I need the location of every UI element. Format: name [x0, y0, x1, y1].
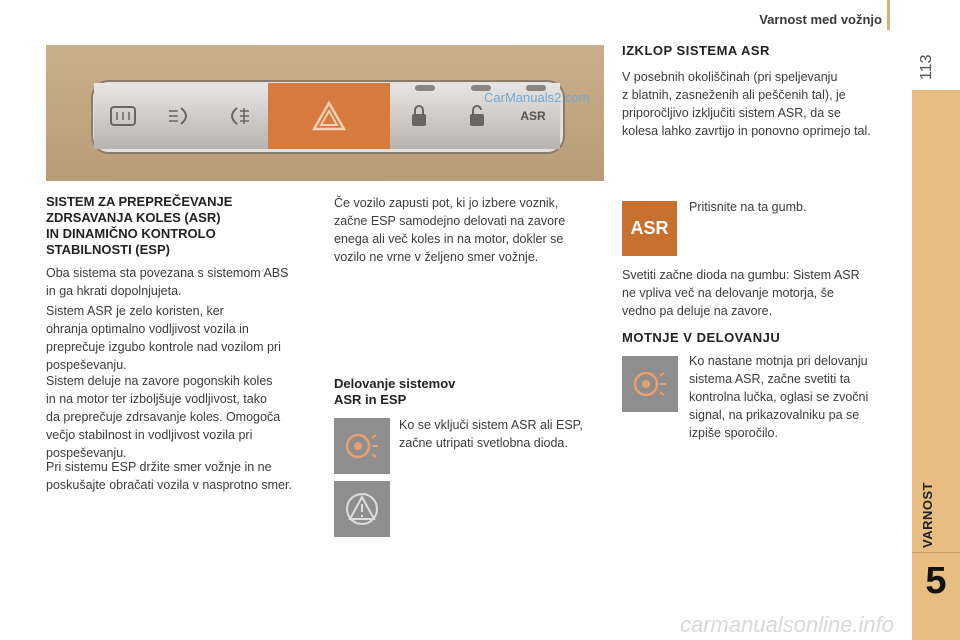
- triangle-warning-icon: [342, 491, 382, 527]
- malfunction-warning-light: [622, 356, 678, 412]
- header-divider: [887, 0, 890, 30]
- front-fog-button: [152, 83, 211, 149]
- hazard-icon: [311, 100, 347, 132]
- lock-icon: [409, 104, 429, 128]
- paragraph-malfunction: Ko nastane motnja pri delovanju sistema ASR, začne svetiti ta kontrolna lučka, oglasi se zvočni signal, na prikazovalniku pa se izpiše sporočilo.: [689, 354, 869, 440]
- chapter-number: 5: [925, 560, 947, 602]
- esp-warning-light: [334, 481, 390, 537]
- watermark-bottom: carmanualsonline.info: [680, 612, 895, 637]
- unlock-icon: [467, 104, 487, 128]
- lock-button: [390, 83, 449, 149]
- section-label: VARNOST: [920, 481, 935, 548]
- watermark-top: CarManuals2.com: [484, 90, 590, 105]
- paragraph-asr-off: V posebnih okoliščinah (pri speljevanju z blatnih, zasneženih ali peščenih tal), je priporočljivo izključiti sistem ASR, da se kolesa lahko zavrtijo in ponovno oprimejo tal.: [622, 70, 871, 138]
- page-number: 113: [918, 54, 935, 80]
- paragraph-esp-warning: Pri sistemu ESP držite smer vožnje in ne poskušajte obračati vozila v nasprotno smer.: [46, 460, 292, 492]
- section-side-tab: [912, 90, 960, 640]
- led-indicator: [415, 85, 435, 91]
- operation-subtitle: Delovanje sistemov ASR in ESP: [334, 376, 456, 407]
- malfunction-title: MOTNJE V DELOVANJU: [622, 330, 781, 345]
- asr-esp-warning-light: [334, 418, 390, 474]
- dashboard-button-panel-photo: [46, 45, 604, 181]
- paragraph-led-flash: Ko se vključi sistem ASR ali ESP, začne utripati svetlobna dioda.: [399, 418, 583, 450]
- asr-off-button-icon: ASR: [622, 201, 677, 256]
- main-section-title: SISTEM ZA PREPREČEVANJE ZDRSAVANJA KOLES (ASR) IN DINAMIČNO KONTROLO STABILNOSTI (ESP): [46, 194, 233, 257]
- asr-panel-button: ASR: [506, 83, 560, 149]
- paragraph-traction: Sistem deluje na zavore pogonskih koles in na motor ter izboljšuje vodljivost, tako da preprečuje zdrsavanje koles. Omogoča večjo stabilnost in vodljivost vozila pri pospeševanju.: [46, 374, 281, 460]
- press-instruction: Pritisnite na ta gumb.: [689, 200, 807, 214]
- paragraph-esp: Če vozilo zapusti pot, ki jo izbere voznik, začne ESP samodejno delovati na zavore enega ali več koles in na motor, dokler se vozilo ne vrne v željeno smer vožnje.: [334, 196, 566, 264]
- paragraph-led-on: Svetiti začne dioda na gumbu: Sistem ASR ne vpliva več na delovanje motorja, še vedno pa deluje na zavore.: [622, 268, 860, 318]
- hazard-button: [268, 83, 391, 149]
- paragraph-abs: Oba sistema sta povezana s sistemom ABS in ga hkrati dopolnjujeta.: [46, 266, 289, 298]
- rear-defrost-icon: [109, 105, 137, 127]
- fog-light-icon: [167, 105, 195, 127]
- side-divider: [912, 552, 960, 553]
- page-header-title: Varnost med vožnjo: [759, 12, 882, 27]
- asr-off-title: IZKLOP SISTEMA ASR: [622, 43, 770, 58]
- paragraph-asr: Sistem ASR je zelo koristen, ker ohranja optimalno vodljivost vozila in preprečuje izgubo kontrole nad vozilom pri pospeševanju.: [46, 304, 281, 372]
- rear-fog-button: [210, 83, 269, 149]
- skid-icon: [630, 366, 670, 402]
- rear-fog-icon: [225, 105, 253, 127]
- rear-defrost-button: [94, 83, 153, 149]
- skid-icon: [342, 428, 382, 464]
